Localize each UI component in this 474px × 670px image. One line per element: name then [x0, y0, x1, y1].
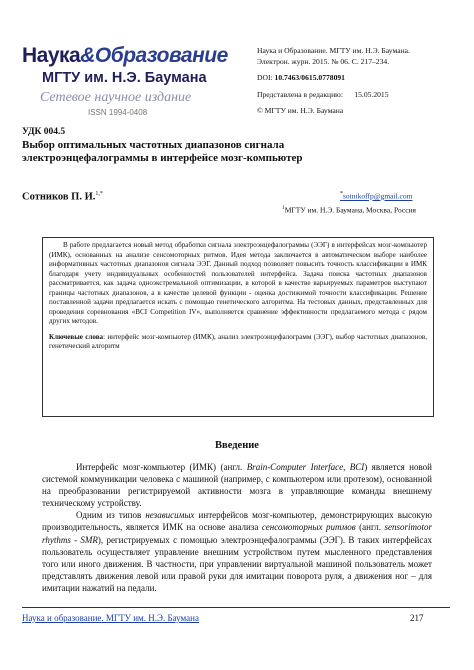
body-text	[42, 461, 432, 594]
received: Представлена в редакцию: 15.05.2015	[257, 89, 389, 99]
author-name: Сотников П. И.$^{1,*}$	[22, 191, 103, 203]
doi: DOI: 10.7463/0615.0778091	[257, 73, 345, 82]
logo-issn: ISSN 1994-0408	[88, 108, 148, 117]
paragraph-2: Одним из типов независимых интерфейсов мозг-компьютер, демонстрирующих высокую производительность, является ИМК на основе анализа сенсомоторных ритмов (англ. sensorimotor rhythms - SMR), регистрируемых с помощью электроэнцефалограммы (ЭЭГ). В таких интерфейсах пользователь осуществляет управление внешним устройством путем мысленного представления того или иного движения. В частности, при управлении виртуальной машиной пользователь может представлять движения левой или правой руки для имитации поворота руля, а движения ног – для имитации нажатий на педали.	[42, 510, 432, 593]
abstract-text: В работе предлагается новый метод обработки сигнала электроэнцефалограммы (ЭЭГ) в интерфейсах мозг-компьютер (ИМК), основанных на анализе сенсомоторных ритмов. Идея метода заключается в автоматическом выборе наиболее информативных частотных диапазонов сигнала ЭЭГ. Данный подход позволяет повысить точность классификации в ИМК благодаря учету индивидуальных особенностей пользователей интерфейса. Задача поиска частотных диапазонов рассматривается, как задача одноэкстремальной оптимизации, в которой в качестве варьируемых параметров выступают границы частотных диапазонов, а в качестве целевой функции - оценка достижимой точности классификации. Решение поставленной задачи предлагается искать с помощью генетического алгоритма. На тестовых данных, представленных для проведения соревнования «BCI Competition IV», выполняется сравнение эффективности предлагаемого метода с рядом других методов.	[49, 241, 427, 325]
journal-logo	[22, 44, 228, 68]
author-affiliation: $^1$МГТУ им. Н.Э. Баумана, Москва, Россия	[282, 205, 416, 215]
paragraph-1: Интерфейс мозг-компьютер (ИМК) (англ. Brain-Computer Interface, BCI) является новой системой коммуникации человека с машиной (например, с компьютером или протезом), основанной на преобразовании регистрируемой активности мозга в управляющие команды внешнему техническому устройству.	[42, 462, 432, 509]
pubinfo-line1: Наука и Образование. МГТУ им. Н.Э. Баумана.	[257, 46, 410, 55]
doi-value[interactable]: 10.7463/0615.0778091	[274, 73, 345, 82]
footer-divider	[22, 607, 450, 608]
page-number: 217	[410, 613, 424, 623]
abstract-box	[42, 237, 434, 417]
publication-info	[257, 46, 457, 117]
logo-edition: Сетевое научное издание	[40, 90, 192, 105]
pubinfo-line2: Электрон. журн. 2015. № 06. С. 217–234.	[257, 56, 390, 66]
logo-word-1: Наука	[22, 44, 81, 67]
author-email[interactable]: *sotnikoffp@gmail.com	[340, 191, 413, 201]
copyright: © МГТУ им. Н.Э. Баумана	[257, 106, 344, 115]
udc-code: УДК 004.5	[22, 127, 66, 137]
article-title: Выбор оптимальных частотных диапазонов сигнала электроэнцефалограммы в интерфейсе мозг-компьютер	[22, 139, 303, 164]
section-heading: Введение	[215, 440, 259, 451]
logo-word-2: Образование	[94, 44, 228, 67]
keywords: Ключевые слова: интерфейс мозг-компьютер (ИМК), анализ электроэнцефалограмм (ЭЭГ), выбор частотных диапазонов, генетический алгоритм	[49, 332, 427, 350]
logo-ampersand: &	[80, 44, 95, 67]
footer-journal-link[interactable]: Наука и образование. МГТУ им. Н.Э. Баумана	[22, 613, 199, 623]
logo-university: МГТУ им. Н.Э. Баумана	[42, 70, 207, 86]
